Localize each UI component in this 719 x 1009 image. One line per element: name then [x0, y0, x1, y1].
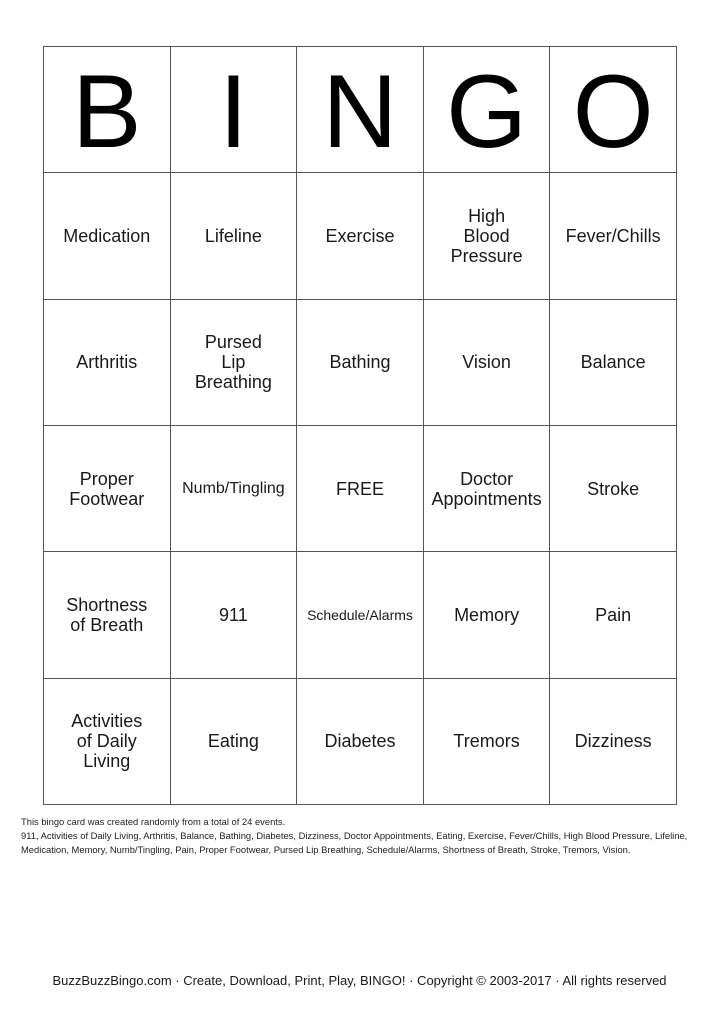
- bingo-cell-text: Lip: [221, 352, 246, 373]
- bingo-cell: [550, 173, 677, 299]
- bingo-cell-text: Bathing: [329, 352, 391, 373]
- bingo-cell: [44, 425, 171, 551]
- bingo-cell-text: Activities: [71, 711, 143, 732]
- bingo-cell: [423, 552, 550, 678]
- bingo-header-letter-g: G: [423, 47, 550, 173]
- bingo-cell: [550, 299, 677, 425]
- bingo-row: [44, 299, 677, 425]
- bingo-cell-text: Breathing: [194, 372, 272, 393]
- bingo-header-letter-n: N: [297, 47, 424, 173]
- bingo-cell-text: High: [468, 205, 506, 226]
- bingo-row: [44, 173, 677, 299]
- bingo-cell: [170, 173, 297, 299]
- bingo-cell-text: Memory: [454, 604, 520, 625]
- card-summary: This bingo card was created randomly from a total of 24 events.: [21, 816, 286, 827]
- bingo-cell-text: Dizziness: [574, 731, 652, 752]
- bingo-cell: [297, 552, 424, 678]
- bingo-cell-text: Pressure: [450, 245, 523, 266]
- bingo-cell-text: Appointments: [431, 488, 542, 509]
- bingo-cell-text: Proper: [79, 468, 134, 489]
- bingo-cell-text: Shortness: [66, 594, 148, 615]
- bingo-cell: [170, 425, 297, 551]
- bingo-row: [44, 678, 677, 804]
- bingo-header-letter-b: B: [44, 47, 171, 173]
- bingo-cell: [170, 299, 297, 425]
- bingo-cell-text: of Breath: [70, 614, 144, 635]
- bingo-cell-text: Lifeline: [204, 225, 262, 246]
- bingo-cell-text: Balance: [580, 352, 646, 373]
- event-list-line-2: Medication, Memory, Numb/Tingling, Pain, Proper Footwear, Pursed Lip Breathing, Schedule/Alarms, Shortness of Breath, Stroke, Tremors, Vision.: [21, 844, 631, 855]
- bingo-cell-text: Fever/Chills: [565, 225, 661, 246]
- bingo-cell-text: FREE: [335, 478, 384, 499]
- bingo-cell: [423, 425, 550, 551]
- bingo-cell: [297, 678, 424, 804]
- bingo-cell-text: Exercise: [325, 225, 395, 246]
- bingo-cell: [44, 552, 171, 678]
- bingo-cell-text: Numb/Tingling: [182, 479, 285, 497]
- bingo-cell-text: Blood: [463, 225, 510, 246]
- bingo-card: [43, 46, 677, 805]
- bingo-cell: [44, 678, 171, 804]
- bingo-cell-text: Pursed: [204, 332, 262, 353]
- bingo-header-letter-i: I: [170, 47, 297, 173]
- bingo-cell-text: 911: [219, 604, 248, 625]
- bingo-cell: [297, 425, 424, 551]
- bingo-cell-text: Doctor: [460, 468, 514, 489]
- bingo-cell: [297, 299, 424, 425]
- bingo-cell-text: Medication: [63, 225, 151, 246]
- bingo-cell: [170, 552, 297, 678]
- footer-copyright: BuzzBuzzBingo.com · Create, Download, Print, Play, BINGO! · Copyright © 2003-2017 · All rights reserved: [52, 973, 667, 988]
- bingo-cell-text: Eating: [207, 731, 259, 752]
- bingo-cell: [170, 678, 297, 804]
- bingo-row: [44, 552, 677, 678]
- bingo-cell: [297, 173, 424, 299]
- bingo-cell: [423, 678, 550, 804]
- bingo-cell-text: of Daily: [76, 731, 137, 752]
- bingo-cell-text: Living: [83, 751, 131, 772]
- card-info: [21, 815, 711, 857]
- bingo-cell: [44, 299, 171, 425]
- bingo-cell-text: Footwear: [69, 488, 145, 509]
- bingo-cell-text: Tremors: [453, 731, 520, 752]
- bingo-cell-text: Schedule/Alarms: [307, 606, 413, 623]
- bingo-cell: [44, 173, 171, 299]
- bingo-header-row: [44, 47, 677, 173]
- bingo-row: [44, 425, 677, 551]
- bingo-cell-text: Vision: [462, 352, 511, 373]
- bingo-cell-text: Stroke: [587, 478, 640, 499]
- bingo-cell: [423, 173, 550, 299]
- bingo-cell-text: Diabetes: [324, 731, 396, 752]
- bingo-cell-text: Pain: [595, 604, 632, 625]
- event-list-line-1: 911, Activities of Daily Living, Arthritis, Balance, Bathing, Diabetes, Dizziness, Doctor Appointments, Eating, Exercise, Fever/Chills, High Blood Pressure, Lifeline,: [21, 830, 688, 841]
- bingo-header-letter-o: O: [550, 47, 677, 173]
- bingo-cell: [550, 425, 677, 551]
- bingo-cell: [550, 678, 677, 804]
- bingo-cell-text: Arthritis: [76, 352, 138, 373]
- bingo-cell: [550, 552, 677, 678]
- bingo-cell: [423, 299, 550, 425]
